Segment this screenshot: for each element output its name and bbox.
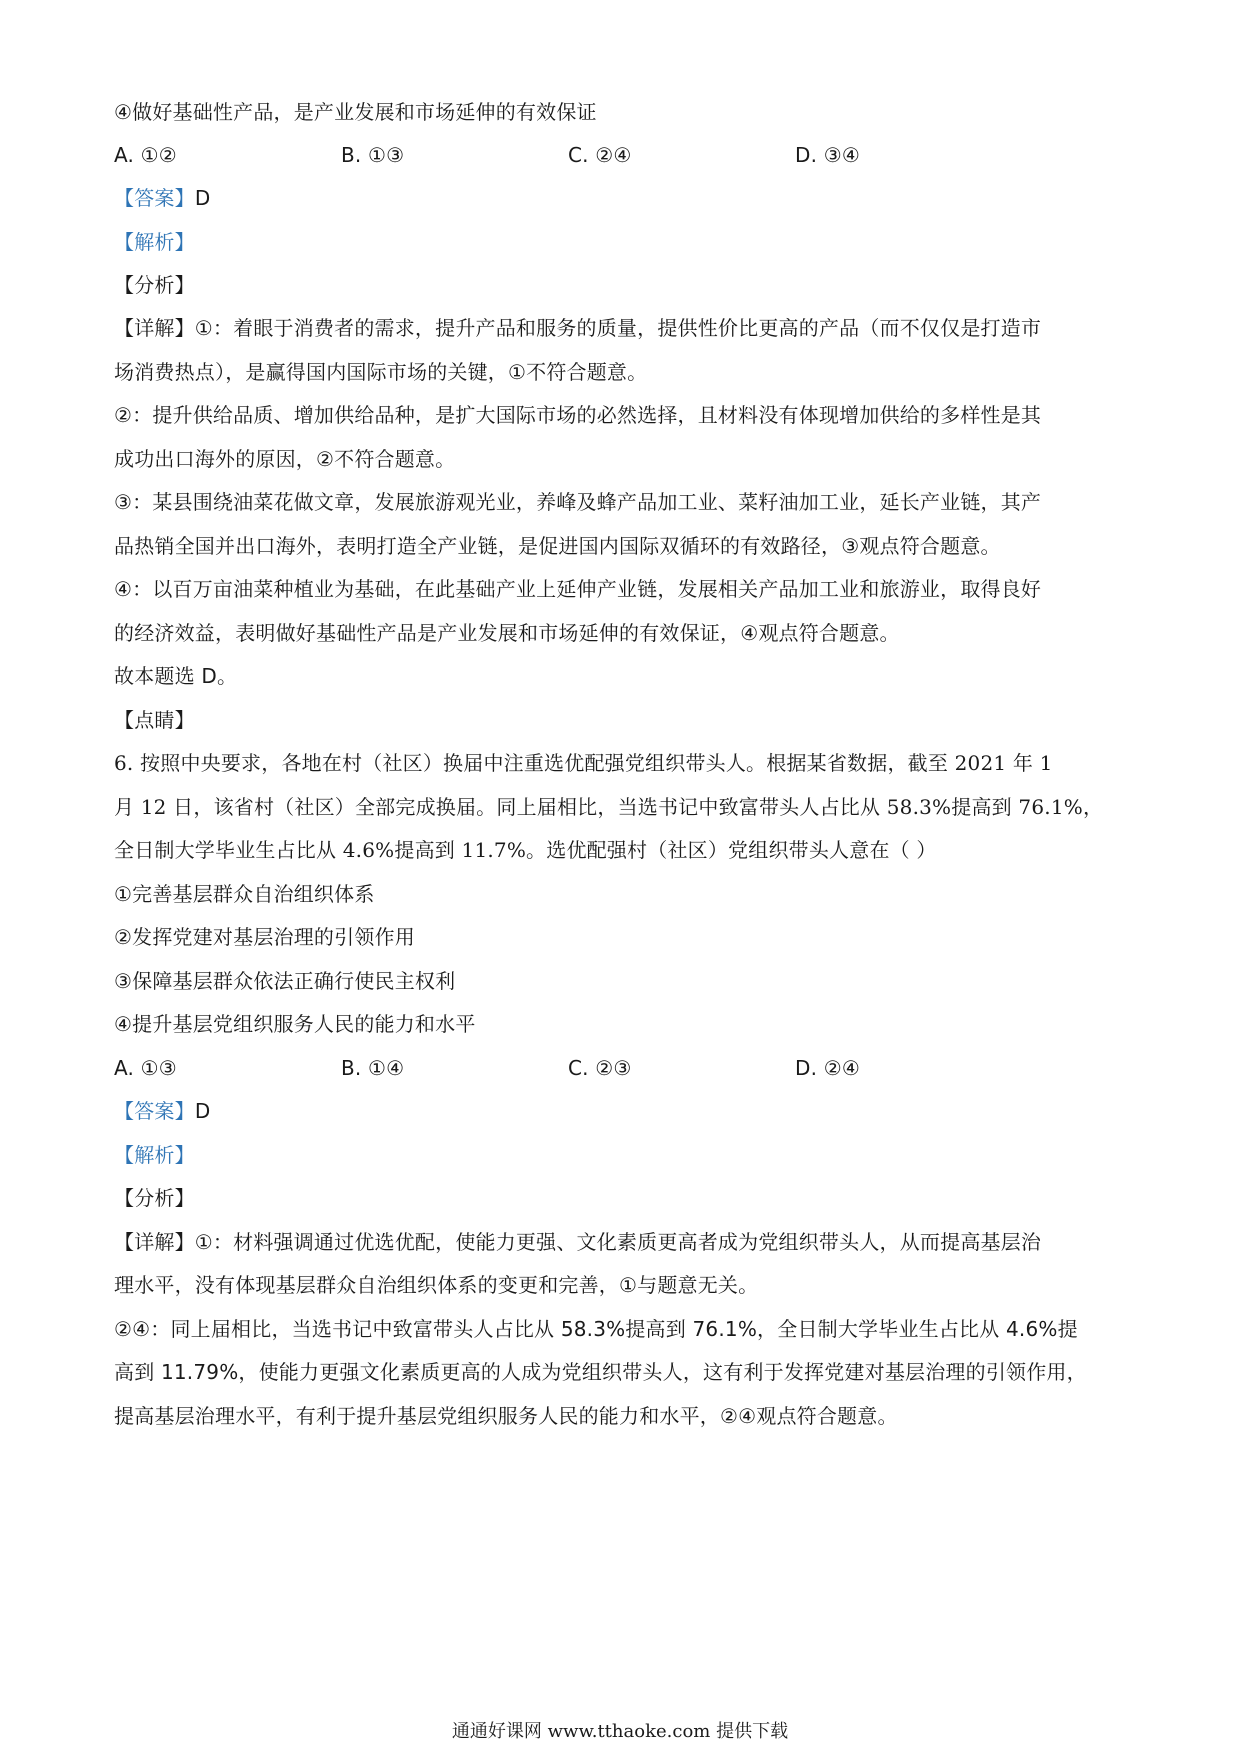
q5-answer bbox=[114, 184, 210, 212]
q6-detail-line: ②④：同上届相比，当选书记中致富带头人占比从 58.3%提高到 76.1%，全日制大学毕业生占比从 4.6%提 bbox=[114, 1317, 1078, 1341]
q5-option-a: A. ①② bbox=[114, 143, 177, 167]
q5-detail-line: ③：某县围绕油菜花做文章，发展旅游观光业，养峰及蜂产品加工业、菜籽油加工业，延长产业链，其产 bbox=[114, 490, 1042, 514]
q6-detail-line: 高到 11.79%，使能力更强文化素质更高的人成为党组织带头人，这有利于发挥党建对基层治理的引领作用， bbox=[114, 1360, 1087, 1384]
q5-detail-line: 【详解】①：着眼于消费者的需求，提升产品和服务的质量，提供性价比更高的产品（而不仅仅是打造市 bbox=[114, 316, 1042, 340]
q6-statement-2: ②发挥党建对基层治理的引领作用 bbox=[114, 925, 415, 949]
q6-statement-4: ④提升基层党组织服务人民的能力和水平 bbox=[114, 1012, 476, 1036]
q6-stem-line: 6. 按照中央要求，各地在村（社区）换届中注重选优配强党组织带头人。根据某省数据，截至 2021 年 1 bbox=[114, 751, 1053, 775]
q6-detail-line: 【详解】①：材料强调通过优选优配，使能力更强、文化素质更高者成为党组织带头人，从而提高基层治 bbox=[114, 1230, 1042, 1254]
q6-stem-line: 月 12 日，该省村（社区）全部完成换届。同上届相比，当选书记中致富带头人占比从 58.3%提高到 76.1%， bbox=[114, 795, 1104, 819]
q6-option-a: A. ①③ bbox=[114, 1056, 177, 1080]
page-footer: 通通好课网 www.tthaoke.com 提供下载 bbox=[451, 1721, 789, 1742]
q5-option-d: D. ③④ bbox=[795, 143, 860, 167]
q5-fenxi-label: 【分析】 bbox=[114, 273, 195, 297]
q5-conclusion: 故本题选 D。 bbox=[114, 664, 238, 688]
q6-analysis-label: 【解析】 bbox=[114, 1143, 195, 1167]
q6-answer-label: 【答案】 bbox=[114, 1099, 195, 1123]
q5-option-c: C. ②④ bbox=[568, 143, 632, 167]
q5-detail-line: 品热销全国并出口海外，表明打造全产业链，是促进国内国际双循环的有效路径，③观点符合题意。 bbox=[114, 534, 1001, 558]
q6-statement-3: ③保障基层群众依法正确行使民主权利 bbox=[114, 969, 456, 993]
q6-answer bbox=[114, 1097, 210, 1125]
q6-detail-line: 提高基层治理水平，有利于提升基层党组织服务人民的能力和水平，②④观点符合题意。 bbox=[114, 1404, 898, 1428]
q5-answer-label: 【答案】 bbox=[114, 186, 195, 210]
q6-options bbox=[114, 1054, 1134, 1082]
q5-dianjing-label: 【点睛】 bbox=[114, 708, 195, 732]
q5-analysis-label: 【解析】 bbox=[114, 230, 195, 254]
q5-detail-line: ②：提升供给品质、增加供给品种，是扩大国际市场的必然选择，且材料没有体现增加供给的多样性是其 bbox=[114, 403, 1042, 427]
q6-stem-line: 全日制大学毕业生占比从 4.6%提高到 11.7%。选优配强村（社区）党组织带头人意在（ ） bbox=[114, 838, 937, 862]
q6-detail-line: 理水平，没有体现基层群众自治组织体系的变更和完善，①与题意无关。 bbox=[114, 1273, 759, 1297]
q6-answer-value: D bbox=[194, 1099, 211, 1123]
q5-detail-line: 成功出口海外的原因，②不符合题意。 bbox=[114, 447, 456, 471]
q6-fenxi-label: 【分析】 bbox=[114, 1186, 195, 1210]
q6-option-d: D. ②④ bbox=[795, 1056, 860, 1080]
q6-option-b: B. ①④ bbox=[341, 1056, 405, 1080]
q5-statement-4: ④做好基础性产品，是产业发展和市场延伸的有效保证 bbox=[114, 100, 597, 124]
q5-detail-line: 的经济效益，表明做好基础性产品是产业发展和市场延伸的有效保证，④观点符合题意。 bbox=[114, 621, 900, 645]
q5-detail-line: 场消费热点），是赢得国内国际市场的关键，①不符合题意。 bbox=[114, 360, 648, 384]
q5-detail-line: ④：以百万亩油菜种植业为基础，在此基础产业上延伸产业链，发展相关产品加工业和旅游业，取得良好 bbox=[114, 577, 1042, 601]
q5-option-b: B. ①③ bbox=[341, 143, 405, 167]
q6-option-c: C. ②③ bbox=[568, 1056, 632, 1080]
q5-options bbox=[114, 141, 1134, 169]
q6-statement-1: ①完善基层群众自治组织体系 bbox=[114, 882, 375, 906]
q5-answer-value: D bbox=[194, 186, 211, 210]
